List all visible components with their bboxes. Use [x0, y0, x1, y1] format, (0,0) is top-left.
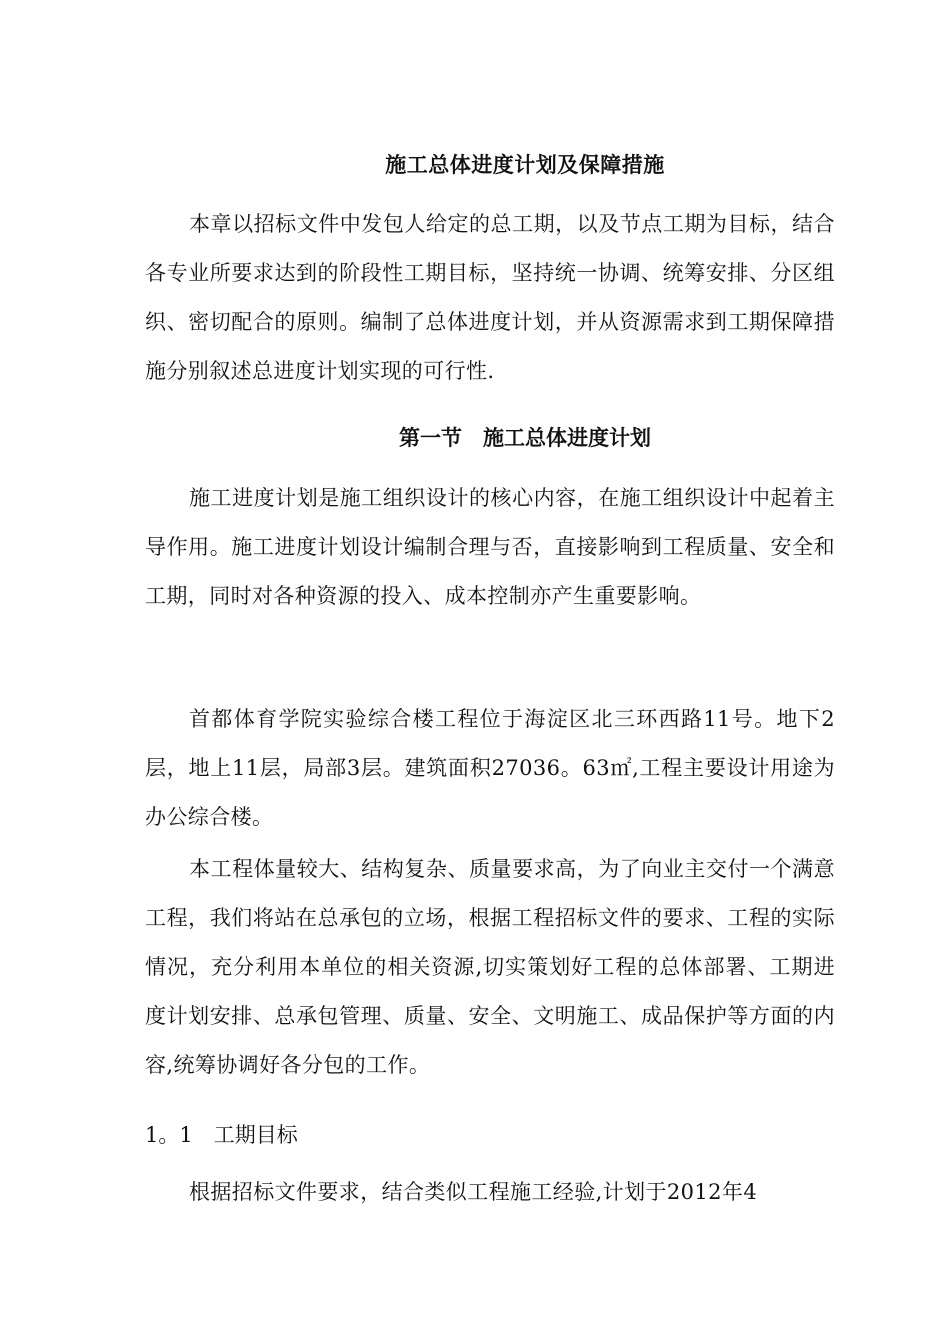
- document-page: [145, 0, 835, 1344]
- intro-paragraph: 本章以招标文件中发包人给定的总工期，以及节点工期为目标，结合各专业所要求达到的阶段性工期目标，坚持统一协调、统筹安排、分区组织、密切配合的原则。编制了总体进度计划，并从资源需求到工期保障措施分别叙述总进度计划实现的可行性.: [145, 212, 835, 383]
- paragraph: 根据招标文件要求，结合类似工程施工经验,计划于2012年4: [189, 1180, 758, 1204]
- paragraph: 本工程体量较大、结构复杂、质量要求高，为了向业主交付一个满意工程，我们将站在总承包的立场，根据工程招标文件的要求、工程的实际情况，充分利用本单位的相关资源,切实策划好工程的总体部署、工期进度计划安排、总承包管理、质量、安全、文明施工、成品保护等方面的内容,统筹协调好各分包的工作。: [145, 857, 835, 1077]
- subsection-heading: 1。1 工期目标: [145, 1123, 298, 1147]
- paragraph: 首都体育学院实验综合楼工程位于海淀区北三环西路11号。地下2层，地上11层，局部3层。建筑面积27036。63㎡,工程主要设计用途为办公综合楼。: [145, 707, 835, 829]
- paragraph: 施工进度计划是施工组织设计的核心内容，在施工组织设计中起着主导作用。施工进度计划设计编制合理与否，直接影响到工程质量、安全和工期，同时对各种资源的投入、成本控制亦产生重要影响。: [145, 486, 835, 608]
- document-title: 施工总体进度计划及保障措施: [385, 152, 665, 177]
- section-heading: 第一节 施工总体进度计划: [399, 425, 651, 450]
